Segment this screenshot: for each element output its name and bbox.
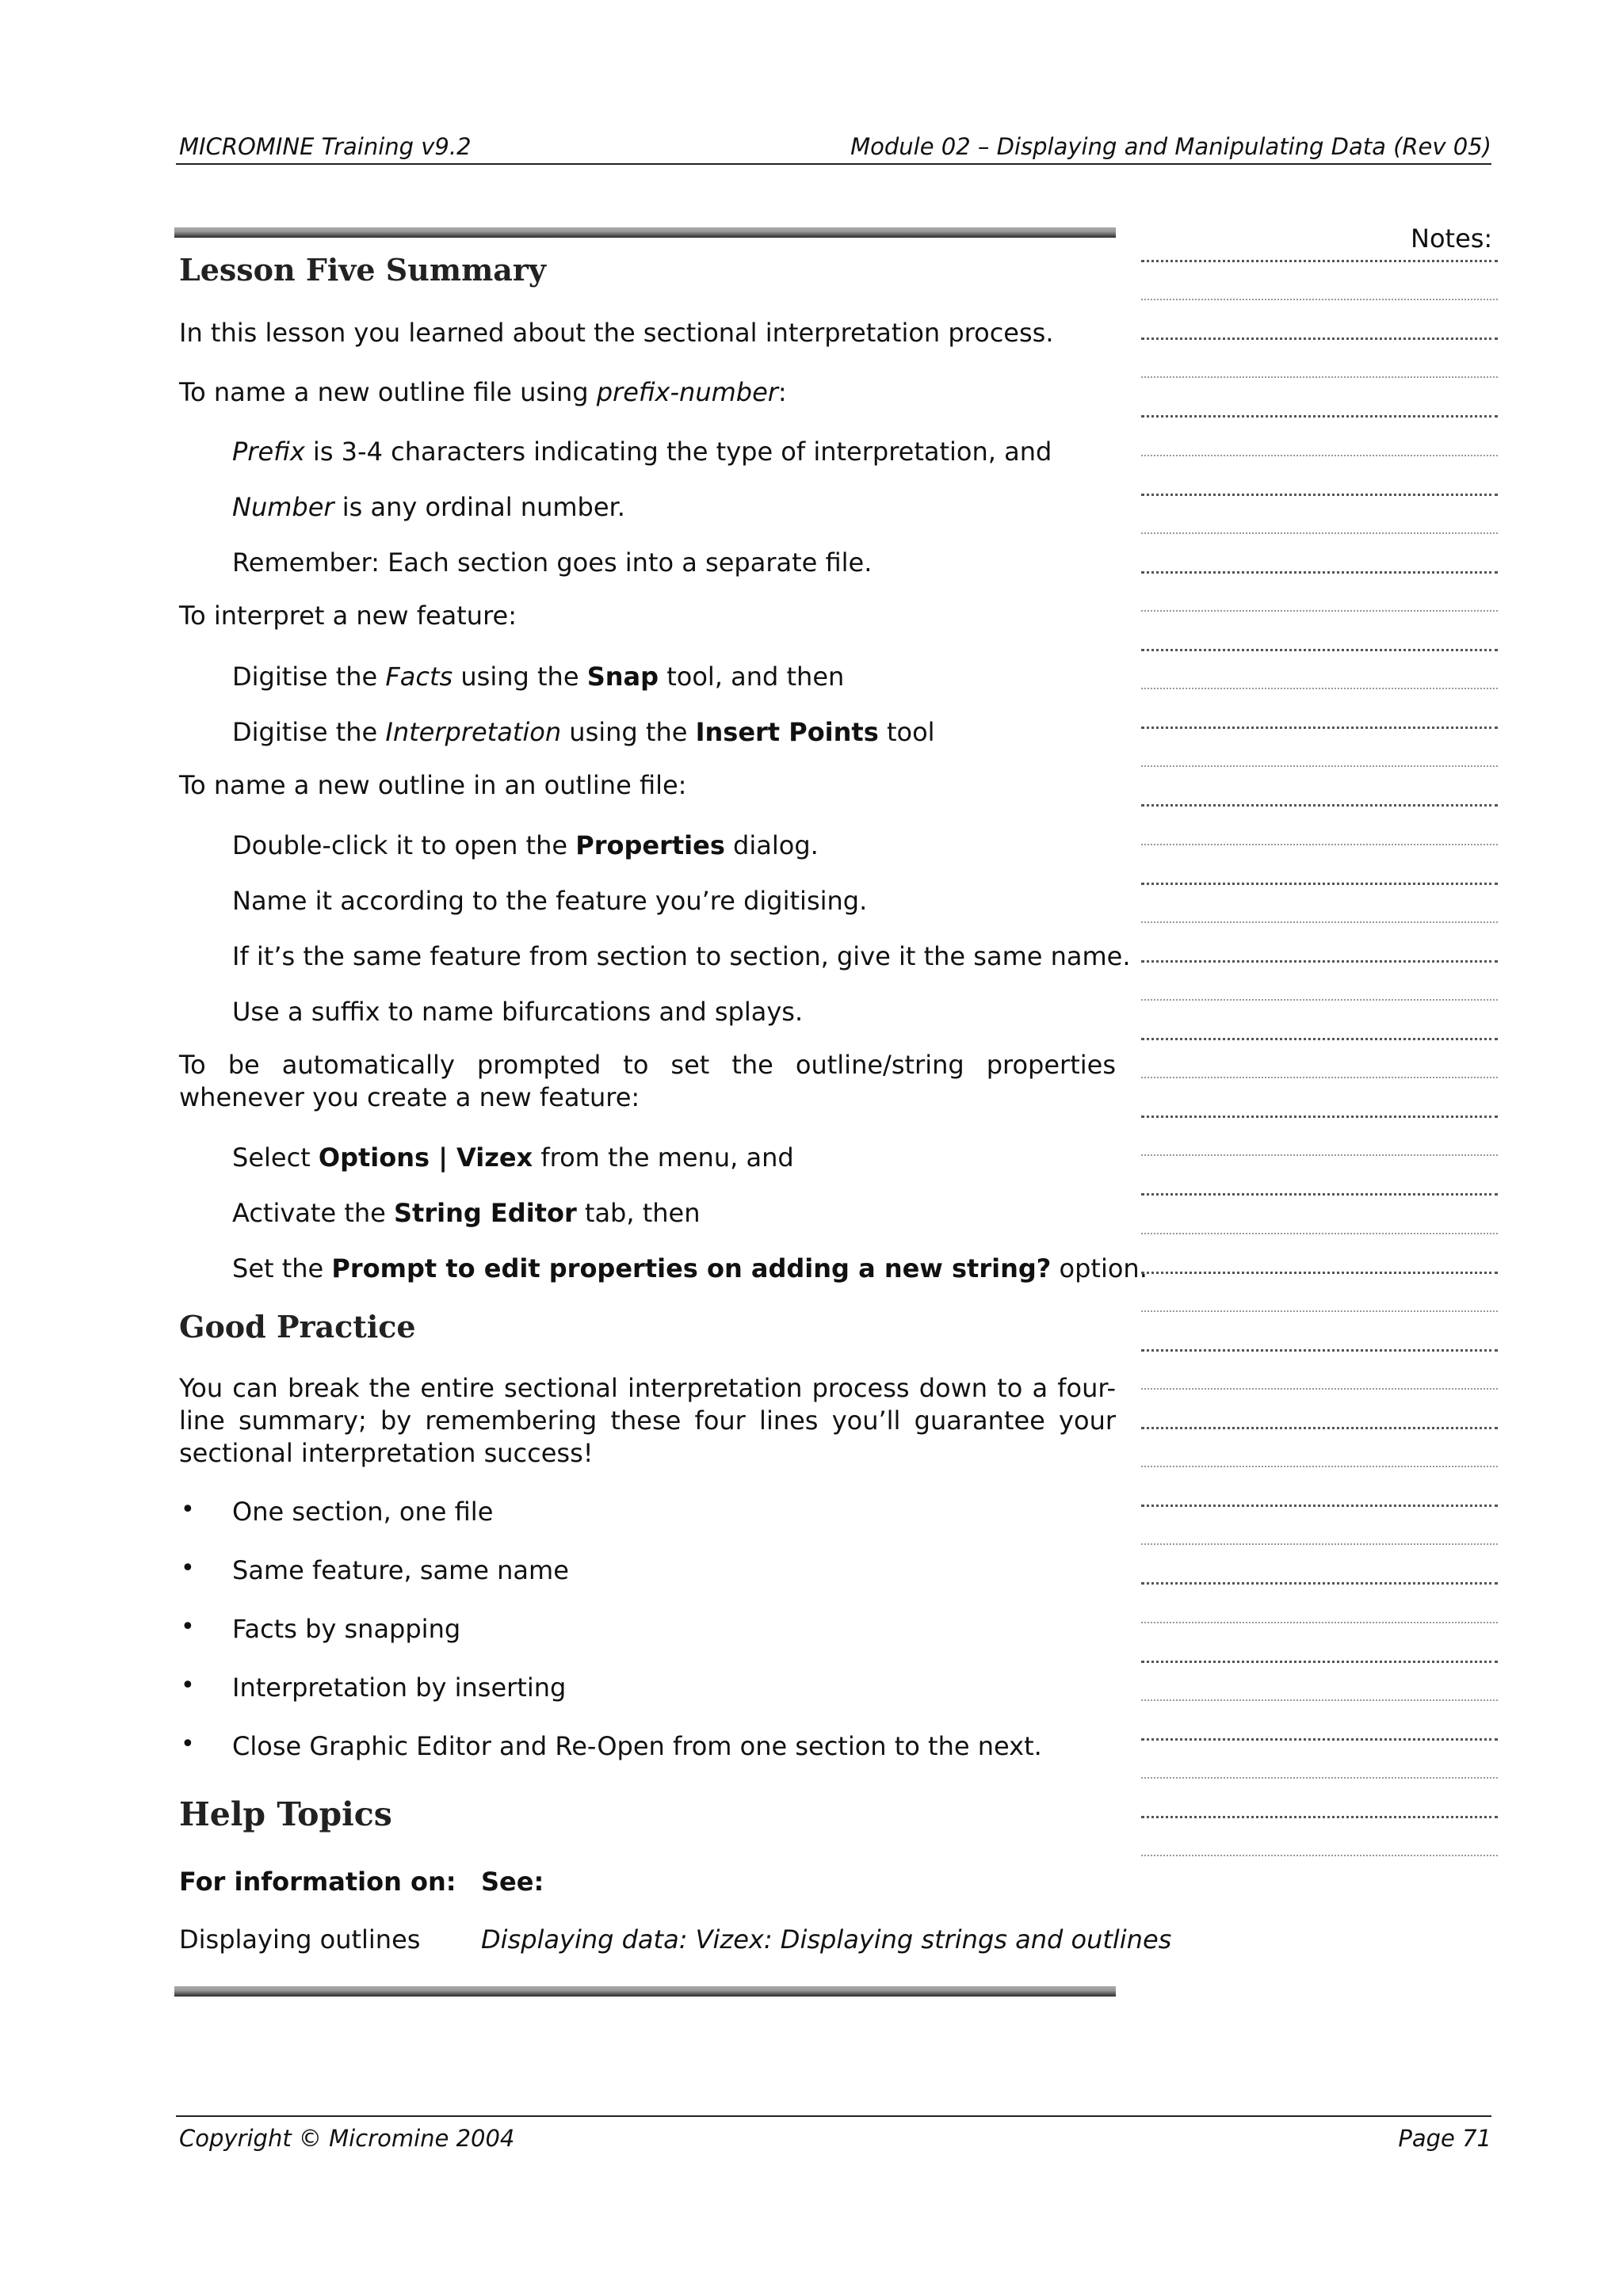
notes-line (1141, 1233, 1498, 1234)
help-row-link[interactable]: Displaying data: Vizex: Displaying strings and outlines (481, 1924, 1172, 1955)
top-rule (174, 227, 1116, 238)
notes-line (1141, 765, 1498, 767)
notes-line (1141, 338, 1498, 340)
notes-line (1141, 1116, 1498, 1118)
bullet-marker: • (181, 1613, 195, 1641)
activate-text: Activate the String Editor tab, then (232, 1198, 701, 1228)
header-right: Module 02 – Displaying and Manipulating Data (Rev 05) (850, 133, 1491, 160)
notes-line (1141, 1154, 1498, 1156)
double-click-text: Double-click it to open the Properties dialog. (232, 830, 819, 860)
interpret-text: To interpret a new feature: (179, 601, 517, 631)
notes-line (1141, 999, 1498, 1001)
good-practice-paragraph: You can break the entire sectional interpretation process down to a four-line summary; by remembering these four lines you’ll guarantee your sectional interpretation success! (179, 1373, 1116, 1468)
help-col1-header: For information on: (179, 1867, 456, 1897)
select-text: Select Options | Vizex from the menu, and (232, 1142, 794, 1173)
notes-line (1141, 1543, 1498, 1545)
notes-line (1141, 1777, 1498, 1779)
notes-line (1141, 727, 1498, 729)
notes-line (1141, 455, 1498, 456)
notes-line (1141, 1272, 1498, 1274)
prompted-text: To be automatically prompted to set the outline/string properties whenever you create a new feature: (179, 1050, 1116, 1112)
digitise-interp-text: Digitise the Interpretation using the Insert Points tool (232, 717, 935, 747)
notes-line (1141, 883, 1498, 885)
notes-line (1141, 1738, 1498, 1741)
notes-line (1141, 1077, 1498, 1078)
notes-line (1141, 688, 1498, 689)
notes-line (1141, 1388, 1498, 1390)
notes-line (1141, 494, 1498, 496)
notes-line (1141, 571, 1498, 574)
name-file-text: To name a new outline file using prefix-number: (179, 377, 787, 407)
prefix-text: Prefix is 3-4 characters indicating the type of interpretation, and (232, 437, 1052, 467)
digitise-facts-text: Digitise the Facts using the Snap tool, and then (232, 662, 845, 692)
help-topics-heading: Help Topics (179, 1795, 392, 1833)
footer-right: Page 71 (1398, 2125, 1491, 2152)
notes-line (1141, 921, 1498, 923)
notes-title: Notes: (1411, 223, 1493, 254)
help-row-topic: Displaying outlines (179, 1924, 421, 1955)
notes-line (1141, 844, 1498, 845)
notes-line (1141, 260, 1498, 262)
notes-line (1141, 376, 1498, 378)
notes-line (1141, 1466, 1498, 1467)
name-it-text: Name it according to the feature you’re digitising. (232, 886, 868, 916)
notes-line (1141, 1855, 1498, 1856)
set-text: Set the Prompt to edit properties on adding a new string? option. (232, 1253, 1148, 1283)
page-header (176, 132, 1491, 165)
page-footer (176, 2115, 1491, 2157)
footer-left: Copyright © Micromine 2004 (179, 2125, 515, 2152)
notes-line (1141, 1622, 1498, 1623)
notes-line (1141, 1427, 1498, 1429)
bullet-marker: • (181, 1554, 195, 1582)
remember-text: Remember: Each section goes into a separate file. (232, 547, 873, 578)
notes-line (1141, 1193, 1498, 1196)
good-practice-heading: Good Practice (179, 1309, 416, 1344)
header-left: MICROMINE Training v9.2 (179, 133, 472, 160)
notes-line (1141, 299, 1498, 300)
notes-line (1141, 415, 1498, 418)
notes-line (1141, 1038, 1498, 1040)
notes-line (1141, 1349, 1498, 1352)
bullet-marker: • (181, 1730, 195, 1758)
notes-line (1141, 804, 1498, 807)
notes-line (1141, 1582, 1498, 1585)
notes-line (1141, 649, 1498, 651)
lesson-summary-heading: Lesson Five Summary (179, 252, 546, 288)
notes-line (1141, 1310, 1498, 1312)
bottom-rule (174, 1986, 1116, 1997)
notes-line (1141, 1505, 1498, 1507)
notes-line (1141, 1661, 1498, 1663)
name-outline-text: To name a new outline in an outline file: (179, 770, 687, 800)
intro-text: In this lesson you learned about the sectional interpretation process. (179, 318, 1054, 348)
notes-line (1141, 532, 1498, 534)
number-text: Number is any ordinal number. (232, 492, 625, 522)
bullet-marker: • (181, 1496, 195, 1524)
notes-line (1141, 960, 1498, 963)
notes-line (1141, 1816, 1498, 1818)
bullet-marker: • (181, 1672, 195, 1699)
notes-line (1141, 1699, 1498, 1701)
help-col2-header: See: (481, 1867, 544, 1897)
suffix-text: Use a suffix to name bifurcations and splays. (232, 997, 804, 1027)
notes-line (1141, 610, 1498, 612)
same-feature-text: If it’s the same feature from section to section, give it the same name. (232, 941, 1131, 971)
